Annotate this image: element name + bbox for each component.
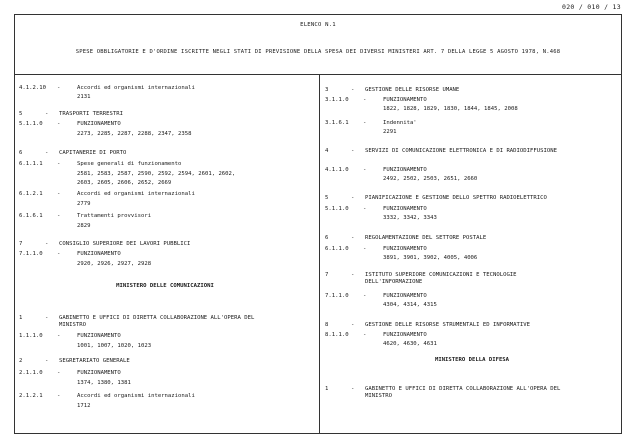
entry-description: GABINETTO E UFFICI DI DIRETTA COLLABORAZIONE ALL'OPERA DEL (365, 386, 561, 392)
entry-chapters: 3891, 3901, 3902, 4005, 4006 (383, 255, 478, 261)
entry-code: 7.1.1.0 (325, 293, 349, 299)
entry-code: 8 (325, 322, 329, 328)
entry-description: SERVIZI DI COMUNICAZIONE ELETTRONICA E DI RADIODIFFUSIONE (365, 148, 557, 154)
entry-code: 8.1.1.0 (325, 332, 349, 338)
entry-description: GABINETTO E UFFICI DI DIRETTA COLLABORAZIONE ALL'OPERA DEL (59, 315, 255, 321)
entry-description: ISTITUTO SUPERIORE COMUNICAZIONI E TECNOLOGIE (365, 272, 517, 278)
entry-dash: - (363, 293, 367, 299)
entry-code: 2.1.2.1 (19, 393, 43, 399)
entry-dash: - (57, 251, 61, 257)
entry-dash: - (351, 235, 355, 241)
entry-code: 3.1.6.1 (325, 120, 349, 126)
entry-code: 6.1.1.1 (19, 161, 43, 167)
entry-description: FUNZIONAMENTO (77, 370, 121, 376)
entry-chapters: 2492, 2502, 2503, 2651, 2660 (383, 176, 478, 182)
entry-dash: - (57, 191, 61, 197)
entry-chapters: 1001, 1007, 1020, 1023 (77, 343, 152, 349)
entry-code: 1.1.1.0 (19, 333, 43, 339)
entry-chapters: 4304, 4314, 4315 (383, 302, 437, 308)
entry-dash: - (45, 358, 49, 364)
entry-chapters: 2581, 2583, 2587, 2590, 2592, 2594, 2601, 2602, (77, 171, 236, 177)
entry-code: 4.1.1.0 (325, 167, 349, 173)
page-id: 020 / 010 / 13 (562, 3, 621, 11)
document-header (15, 15, 621, 75)
entry-chapters: 2603, 2605, 2606, 2652, 2669 (77, 180, 172, 186)
entry-dash: - (363, 167, 367, 173)
document-title: ELENCO N.1 (300, 22, 336, 28)
entry-code: 3.1.1.0 (325, 97, 349, 103)
entry-code: 3 (325, 87, 329, 93)
entry-code: 5.1.1.0 (19, 121, 43, 127)
entry-chapters: 3332, 3342, 3343 (383, 215, 437, 221)
entry-description: FUNZIONAMENTO (383, 246, 427, 252)
entry-description: TRASPORTI TERRESTRI (59, 111, 123, 117)
entry-description: Trattamenti provvisori (77, 213, 152, 219)
entry-description: Accordi ed organismi internazionali (77, 191, 195, 197)
entry-description: SEGRETARIATO GENERALE (59, 358, 130, 364)
entry-dash: - (351, 148, 355, 154)
entry-code: 4 (325, 148, 329, 154)
entry-code: 5 (325, 195, 329, 201)
entry-dash: - (57, 370, 61, 376)
entry-dash: - (351, 386, 355, 392)
entry-dash: - (363, 246, 367, 252)
entry-description: FUNZIONAMENTO (383, 293, 427, 299)
entry-dash: - (45, 315, 49, 321)
entry-chapters: 4620, 4630, 4631 (383, 341, 437, 347)
column-divider (319, 75, 320, 433)
entry-dash: - (57, 85, 61, 91)
entry-description: FUNZIONAMENTO (77, 121, 121, 127)
entry-code: 6.1.2.1 (19, 191, 43, 197)
entry-chapters: 2291 (383, 129, 397, 135)
entry-code: 1 (325, 386, 329, 392)
entry-code: 5.1.1.0 (325, 206, 349, 212)
entry-dash: - (351, 272, 355, 278)
entry-description: Spese generali di funzionamento (77, 161, 182, 167)
entry-code: 4.1.2.10 (19, 85, 46, 91)
entry-dash: - (363, 120, 367, 126)
entry-chapters: 2779 (77, 201, 91, 207)
entry-dash: - (45, 241, 49, 247)
entry-description: MINISTRO (365, 393, 392, 399)
entry-code: 5 (19, 111, 23, 117)
entry-dash: - (363, 206, 367, 212)
entry-code: 6 (325, 235, 329, 241)
entry-dash: - (57, 333, 61, 339)
entry-description: FUNZIONAMENTO (77, 251, 121, 257)
entry-description: Indennita' (383, 120, 417, 126)
document-subtitle: SPESE OBBLIGATORIE E D'ORDINE ISCRITTE NEGLI STATI DI PREVISIONE DELLA SPESA DEI DIVERSI MINISTERI ART. 7 DELLA LEGGE 5 AGOSTO 1978, N.468 (75, 49, 561, 55)
entry-chapters: 2273, 2285, 2287, 2288, 2347, 2358 (77, 131, 192, 137)
entry-description: FUNZIONAMENTO (383, 97, 427, 103)
entry-chapters: 1712 (77, 403, 91, 409)
entry-code: 6.1.1.0 (325, 246, 349, 252)
entry-dash: - (351, 322, 355, 328)
entry-dash: - (351, 195, 355, 201)
entry-code: 2.1.1.0 (19, 370, 43, 376)
entry-description: GESTIONE DELLE RISORSE UMANE (365, 87, 460, 93)
entry-description: FUNZIONAMENTO (383, 206, 427, 212)
entry-description: Accordi ed organismi internazionali (77, 85, 195, 91)
entry-dash: - (363, 332, 367, 338)
entry-code: 7.1.1.0 (19, 251, 43, 257)
entry-dash: - (57, 121, 61, 127)
entry-code: 6 (19, 150, 23, 156)
entry-description: Accordi ed organismi internazionali (77, 393, 195, 399)
entry-chapters: 2920, 2926, 2927, 2928 (77, 261, 152, 267)
entry-description: FUNZIONAMENTO (383, 332, 427, 338)
ministry-heading: MINISTERO DELLA DIFESA (434, 357, 510, 363)
entry-dash: - (57, 161, 61, 167)
entry-description: FUNZIONAMENTO (383, 167, 427, 173)
entry-description: PIANIFICAZIONE E GESTIONE DELLO SPETTRO RADIOELETTRICO (365, 195, 547, 201)
entry-description: MINISTRO (59, 322, 86, 328)
entry-chapters: 1822, 1828, 1829, 1830, 1844, 1845, 2008 (383, 106, 518, 112)
entry-description: GESTIONE DELLE RISORSE STRUMENTALI ED INFORMATIVE (365, 322, 531, 328)
entry-chapters: 1374, 1380, 1381 (77, 380, 131, 386)
entry-dash: - (351, 87, 355, 93)
ministry-heading: MINISTERO DELLE COMUNICAZIONI (116, 283, 214, 289)
entry-description: CAPITANERIE DI PORTO (59, 150, 127, 156)
entry-dash: - (45, 111, 49, 117)
entry-code: 1 (19, 315, 23, 321)
entry-dash: - (363, 97, 367, 103)
entry-code: 7 (325, 272, 329, 278)
entry-code: 2 (19, 358, 23, 364)
entry-chapters: 2829 (77, 223, 91, 229)
entry-chapters: 2131 (77, 94, 91, 100)
entry-description: CONSIGLIO SUPERIORE DEI LAVORI PUBBLICI (59, 241, 191, 247)
entry-dash: - (57, 393, 61, 399)
entry-dash: - (45, 150, 49, 156)
entry-description: FUNZIONAMENTO (77, 333, 121, 339)
entry-code: 7 (19, 241, 23, 247)
entry-description: REGOLAMENTAZIONE DEL SETTORE POSTALE (365, 235, 487, 241)
entry-dash: - (57, 213, 61, 219)
entry-code: 6.1.6.1 (19, 213, 43, 219)
document-frame (14, 14, 622, 434)
entry-description: DELL'INFORMAZIONE (365, 279, 423, 285)
